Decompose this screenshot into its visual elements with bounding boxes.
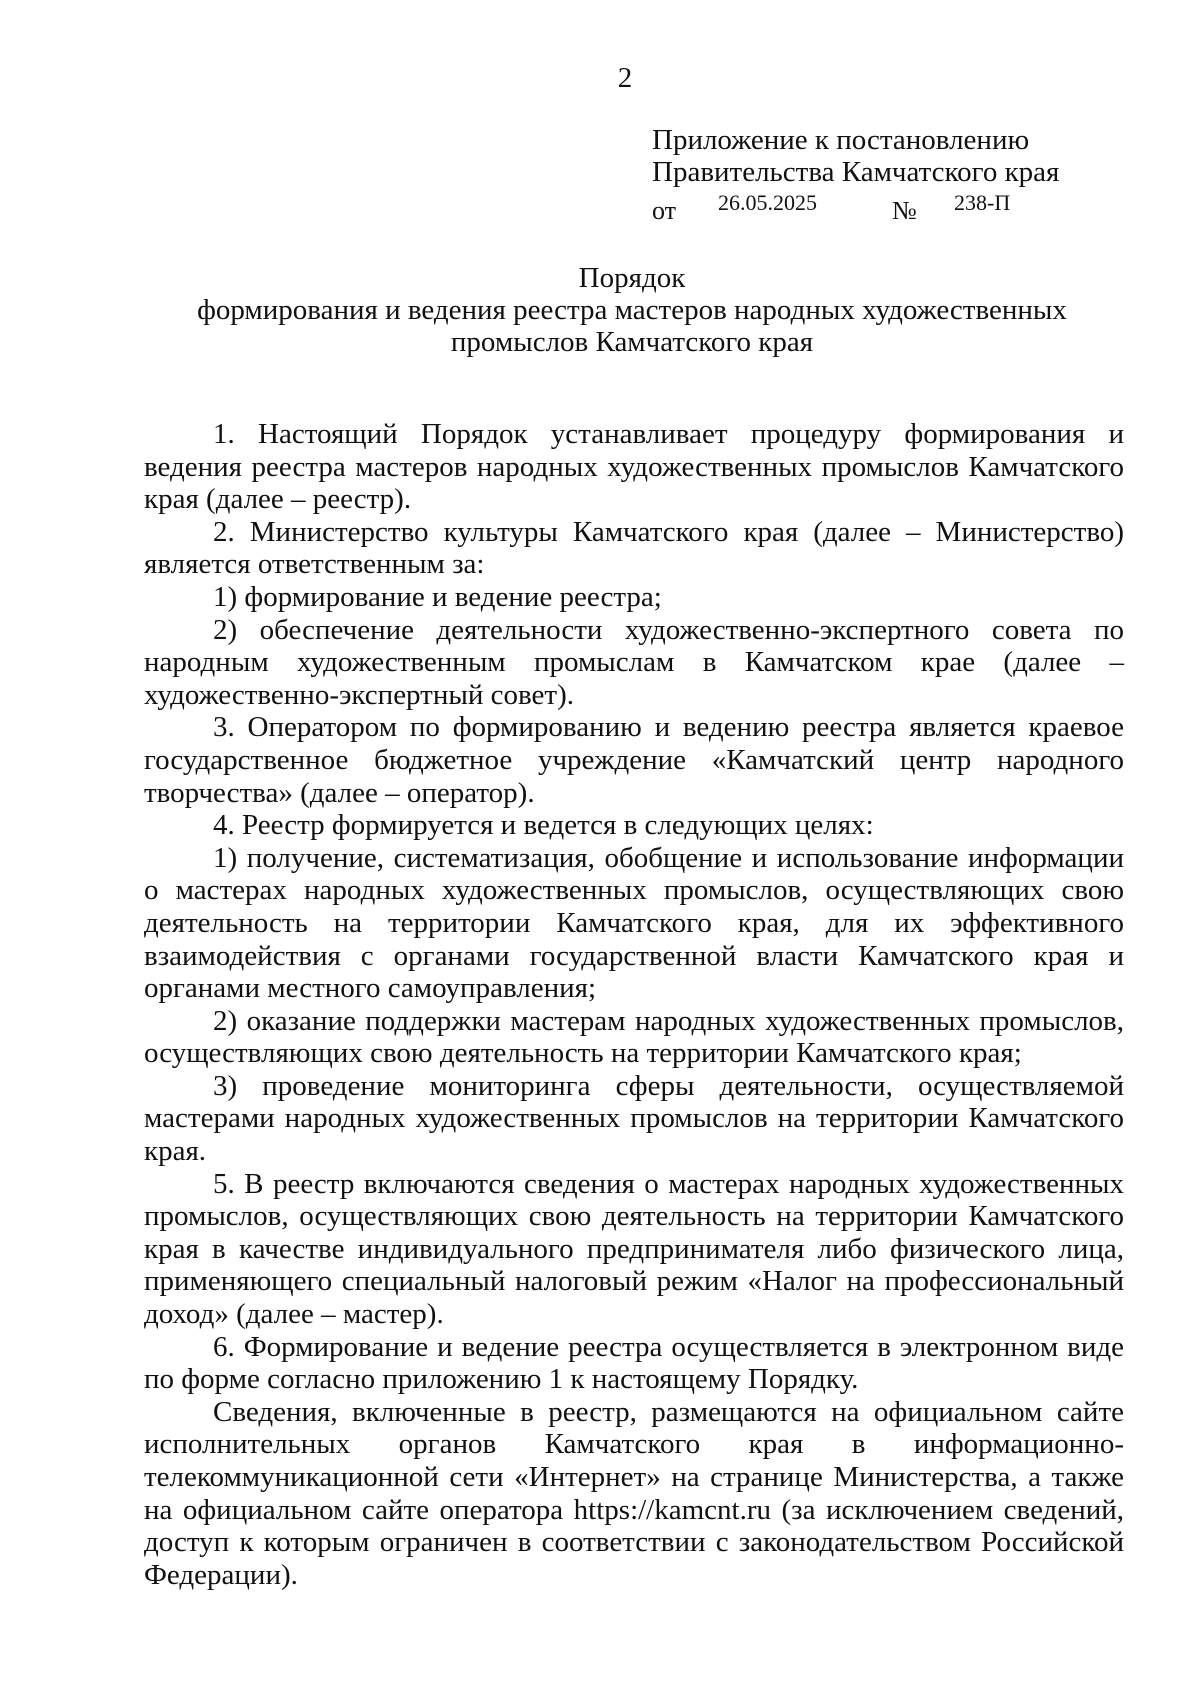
appendix-line-1: Приложение к постановлению [652, 124, 1030, 156]
page-number: 2 [617, 62, 633, 94]
appendix-meta [652, 190, 1072, 224]
paragraph: 6. Формирование и ведение реестра осуществляется в электронном виде по форме согласно приложению 1 к настоящему Порядку. [144, 1330, 1124, 1396]
appendix-line-2: Правительства Камчатского края [652, 156, 1060, 188]
document-body [144, 418, 1124, 1591]
paragraph: 3. Оператором по формированию и ведению реестра является краевое государственное бюджетное учреждение «Камчатский центр народного творчества» (далее – оператор). [144, 711, 1124, 809]
paragraph: 4. Реестр формируется и ведется в следующих целях: [213, 809, 874, 842]
paragraph: 2) обеспечение деятельности художественно-экспертного совета по народным художественным промыслам в Камчатском крае (далее – художественно-экспертный совет). [144, 613, 1124, 711]
appendix-number: 238-П [954, 190, 1011, 215]
paragraph: 5. В реестр включаются сведения о мастерах народных художественных промыслов, осуществляющих свою деятельность на территории Камчатского края в качестве индивидуального предпринимателя либо физического лица, применяющего специальный налоговый режим «Налог на профессиональный доход» (далее – мастер). [144, 1167, 1124, 1331]
paragraph: 2) оказание поддержки мастерам народных художественных промыслов, осуществляющих свою деятельность на территории Камчатского края; [144, 1004, 1124, 1070]
paragraph: Сведения, включенные в реестр, размещаются на официальном сайте исполнительных органов Камчатского края в информационно-телекоммуникационной сети «Интернет» на странице Министерства, а также на официальном сайте оператора https://kamcnt.ru (за исключением сведений, доступ к которым ограничен в соответствии с законодательством Российской Федерации). [144, 1395, 1124, 1591]
paragraph: 2. Министерство культуры Камчатского края (далее – Министерство) является ответственным за: [144, 515, 1124, 581]
title-line-1: Порядок [578, 262, 686, 294]
document-title [140, 262, 1124, 358]
title-line-2: формирования и ведения реестра мастеров народных художественных [197, 294, 1067, 326]
appendix-header [652, 124, 1059, 188]
paragraph: 3) проведение мониторинга сферы деятельности, осуществляемой мастерами народных художественных промыслов на территории Камчатского края. [144, 1069, 1124, 1168]
paragraph: 1) формирование и ведение реестра; [213, 580, 662, 613]
appendix-from-label: от [652, 196, 677, 225]
paragraph: 1. Настоящий Порядок устанавливает процедуру формирования и ведения реестра мастеров народных художественных промыслов Камчатского края (далее – реестр). [144, 418, 1124, 516]
title-line-3: промыслов Камчатского края [450, 326, 814, 358]
paragraph: 1) получение, систематизация, обобщение и использование информации о мастерах народных художественных промыслов, осуществляющих свою деятельность на территории Камчатского края, для их эффективного взаимодействия с органами государственной власти Камчатского края и органами местного самоуправления; [144, 841, 1124, 1005]
appendix-date: 26.05.2025 [718, 190, 817, 215]
appendix-number-sign: № [892, 196, 917, 225]
